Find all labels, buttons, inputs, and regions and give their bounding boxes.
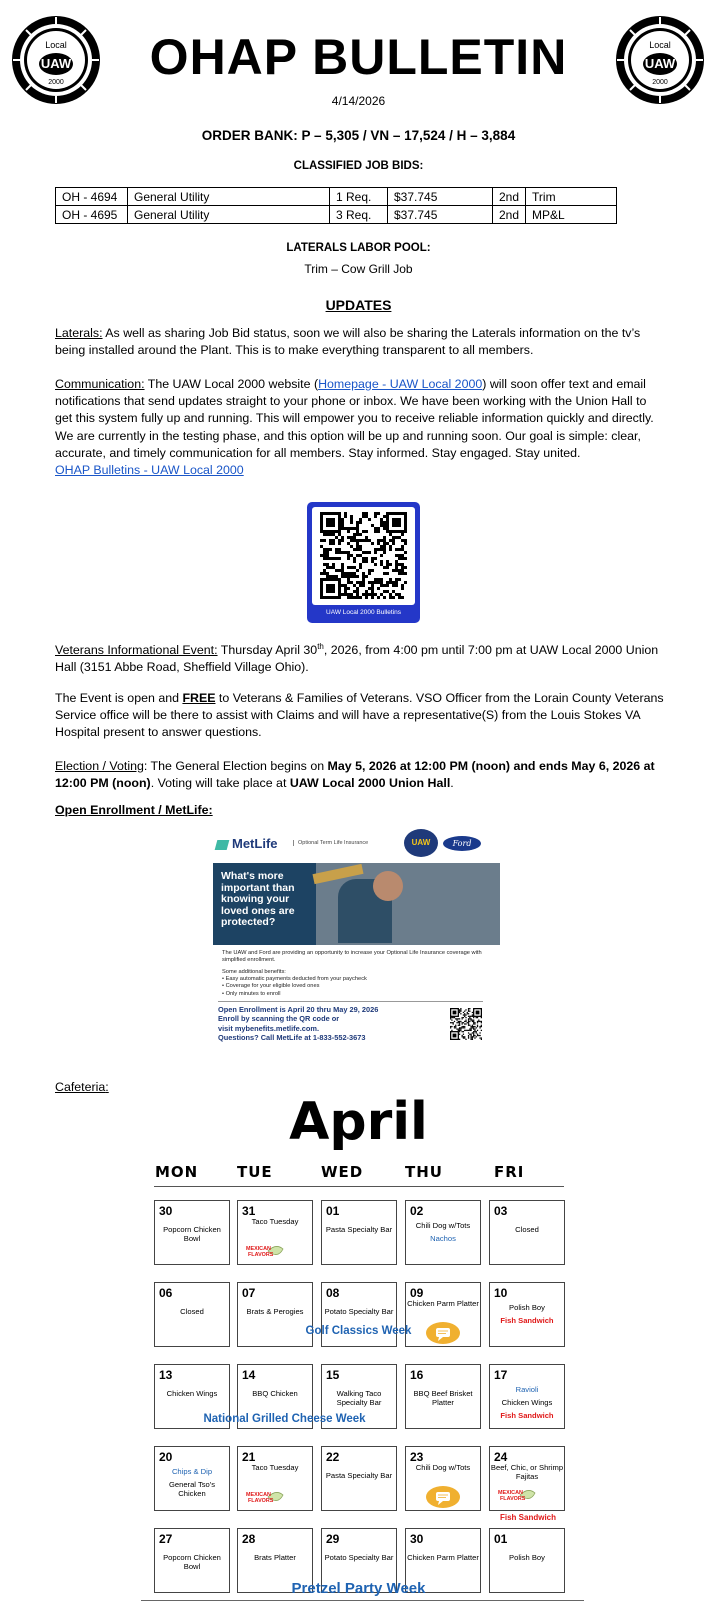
calendar-day-cell bbox=[154, 1282, 230, 1347]
table-cell: MP&L bbox=[526, 206, 617, 224]
election-t1: : The General Election begins on bbox=[143, 759, 328, 773]
menu-item: Closed bbox=[515, 1225, 539, 1234]
menu-item: BBQ Beef Brisket Platter bbox=[413, 1389, 473, 1407]
mex-label-1: MEXICAN bbox=[498, 1490, 523, 1496]
svg-text:UAW: UAW bbox=[644, 56, 676, 71]
menu-item: Taco Tuesday bbox=[251, 1463, 299, 1472]
homepage-link[interactable]: Homepage - UAW Local 2000 bbox=[318, 377, 483, 391]
day-number: 27 bbox=[159, 1532, 173, 1546]
speech-bubble-icon bbox=[425, 1485, 461, 1509]
menu-lines bbox=[238, 1553, 312, 1562]
day-number: 24 bbox=[494, 1450, 508, 1464]
calendar-day-cell bbox=[405, 1282, 481, 1347]
menu-lines bbox=[322, 1307, 396, 1316]
table-cell: $37.745 bbox=[388, 206, 493, 224]
calendar-day-cell bbox=[321, 1200, 397, 1265]
day-tue: TUE bbox=[237, 1163, 273, 1181]
mex-label-2: FLAVORS bbox=[248, 1498, 274, 1504]
calendar-day-cell bbox=[154, 1446, 230, 1511]
menu-lines bbox=[155, 1467, 229, 1498]
menu-item: Chicken Wings bbox=[501, 1398, 553, 1407]
menu-item: Pasta Specialty Bar bbox=[325, 1225, 393, 1234]
calendar-day-cell bbox=[405, 1446, 481, 1511]
veterans-free: FREE bbox=[182, 691, 216, 705]
calendar-day-cell bbox=[489, 1282, 565, 1347]
calendar-day-cell bbox=[154, 1200, 230, 1265]
laterals-labor-pool-heading: LATERALS LABOR POOL: bbox=[286, 242, 431, 254]
menu-lines bbox=[490, 1553, 564, 1562]
menu-lines bbox=[155, 1225, 229, 1243]
menu-lines bbox=[490, 1463, 564, 1481]
day-number: 09 bbox=[410, 1286, 424, 1300]
day-number: 23 bbox=[410, 1450, 424, 1464]
calendar-day-cell bbox=[321, 1282, 397, 1347]
day-number: 14 bbox=[242, 1368, 256, 1382]
menu-lines bbox=[238, 1217, 312, 1226]
metlife-logo-icon bbox=[215, 840, 230, 850]
cafeteria-label: Cafeteria bbox=[55, 1080, 106, 1094]
day-fri: FRI bbox=[494, 1163, 525, 1181]
day-number: 29 bbox=[326, 1532, 340, 1546]
mex-label-1: MEXICAN bbox=[246, 1492, 271, 1498]
list-item: • Easy automatic payments deducted from your paycheck bbox=[222, 976, 367, 982]
mex-label-1: MEXICAN bbox=[246, 1246, 271, 1252]
menu-lines bbox=[155, 1389, 229, 1398]
day-number: 15 bbox=[326, 1368, 340, 1382]
menu-item: BBQ Chicken bbox=[252, 1389, 298, 1398]
calendar-day-cell bbox=[237, 1200, 313, 1265]
calendar-rule bbox=[154, 1186, 564, 1187]
menu-lines bbox=[406, 1389, 480, 1407]
svg-text:2000: 2000 bbox=[652, 79, 668, 86]
bulletin-date: 4/14/2026 bbox=[331, 94, 386, 108]
election-label: Election / Voting bbox=[55, 759, 144, 773]
menu-item: Polish Boy bbox=[509, 1553, 545, 1562]
updates-heading: UPDATES bbox=[325, 297, 392, 313]
day-number: 10 bbox=[494, 1286, 508, 1300]
menu-lines bbox=[406, 1553, 480, 1562]
menu-lines bbox=[155, 1307, 229, 1316]
banner-grilled-cheese: National Grilled Cheese Week bbox=[203, 1413, 366, 1425]
table-cell: 3 Req. bbox=[330, 206, 388, 224]
menu-item: Chips & Dip bbox=[171, 1467, 213, 1476]
order-bank: ORDER BANK: P – 5,305 / VN – 17,524 / H – 3,884 bbox=[201, 128, 516, 143]
menu-item: Nachos bbox=[430, 1234, 456, 1243]
fish-sandwich-24: Fish Sandwich bbox=[500, 1513, 557, 1522]
svg-text:Local: Local bbox=[649, 40, 671, 50]
menu-lines bbox=[490, 1303, 564, 1325]
page-title: OHAP BULLETIN bbox=[149, 29, 568, 85]
enroll-dates: Open Enrollment is April 20 thru May 29, 2026 bbox=[218, 1005, 379, 1014]
day-number: 30 bbox=[159, 1204, 173, 1218]
day-number: 01 bbox=[326, 1204, 340, 1218]
svg-text:2000: 2000 bbox=[48, 79, 64, 86]
menu-lines bbox=[406, 1463, 480, 1472]
svg-text:UAW: UAW bbox=[40, 56, 72, 71]
communication-paragraph bbox=[55, 376, 665, 479]
day-number: 07 bbox=[242, 1286, 256, 1300]
svg-text:Local: Local bbox=[45, 40, 67, 50]
day-mon: MON bbox=[155, 1163, 199, 1181]
calendar-day-cell bbox=[405, 1200, 481, 1265]
metlife-question: What's more important than knowing your loved ones are protected? bbox=[221, 870, 295, 928]
calendar-day-cell bbox=[321, 1446, 397, 1511]
day-number: 17 bbox=[494, 1368, 508, 1382]
calendar-day-cell bbox=[489, 1446, 565, 1511]
menu-lines bbox=[155, 1553, 229, 1571]
veterans-sup: th bbox=[317, 642, 324, 651]
veterans-p2-b: to Veterans & Families of Veterans. VSO Officer from the Lorain County Veterans Service office will be there to assist with Claims and will have a representative(S) from the Louis Stokes VA Hospital present to answer questions. bbox=[55, 691, 664, 740]
day-number: 22 bbox=[326, 1450, 340, 1464]
menu-item: Polish Boy bbox=[509, 1303, 545, 1312]
day-number: 16 bbox=[410, 1368, 424, 1382]
cafeteria-colon: : bbox=[105, 1080, 109, 1094]
classified-job-bids-heading: CLASSIFIED JOB BIDS: bbox=[293, 160, 424, 172]
day-number: 01 bbox=[494, 1532, 508, 1546]
menu-lines bbox=[238, 1463, 312, 1472]
menu-lines bbox=[490, 1225, 564, 1234]
menu-item: Beef, Chic, or Shrimp Fajitas bbox=[490, 1463, 564, 1481]
uaw-logo: UAW bbox=[404, 829, 438, 857]
day-wed: WED bbox=[321, 1163, 364, 1181]
day-number: 30 bbox=[410, 1532, 424, 1546]
menu-item: General Tso's Chicken bbox=[168, 1480, 216, 1498]
open-enrollment-heading: Open Enrollment / MetLife: bbox=[55, 803, 213, 817]
menu-item: Chili Dog w/Tots bbox=[415, 1221, 471, 1230]
veterans-paragraph bbox=[55, 638, 665, 677]
menu-lines bbox=[322, 1389, 396, 1407]
qr-code-icon bbox=[312, 507, 415, 605]
laterals-paragraph bbox=[55, 325, 665, 359]
menu-item: Chili Dog w/Tots bbox=[415, 1463, 471, 1472]
mex-label-2: FLAVORS bbox=[248, 1252, 274, 1258]
metlife-enroll-footer bbox=[218, 1005, 378, 1043]
ohap-bulletins-link[interactable]: OHAP Bulletins - UAW Local 2000 bbox=[55, 463, 244, 478]
table-cell: 2nd bbox=[493, 188, 526, 206]
menu-item: Chicken Parm Platter bbox=[407, 1299, 479, 1308]
banner-pretzel-party: Pretzel Party Week bbox=[291, 1580, 426, 1597]
menu-lines bbox=[406, 1221, 480, 1243]
enroll-site: visit mybenefits.metlife.com. bbox=[218, 1023, 320, 1033]
veterans-text-2: , 2026, from 4:00 pm until 7:00 pm at UAW Local 2000 Union Hall (3151 Abbe Road, Sheffield Village Ohio). bbox=[55, 643, 659, 675]
list-item: • Coverage for your eligible loved ones bbox=[222, 983, 320, 990]
qr-code-area bbox=[312, 507, 415, 605]
menu-item: Closed bbox=[180, 1307, 204, 1316]
menu-item: Taco Tuesday bbox=[251, 1217, 299, 1226]
menu-lines bbox=[322, 1225, 396, 1234]
communication-text-1: The UAW Local 2000 website ( bbox=[144, 377, 319, 391]
election-paragraph bbox=[55, 758, 665, 792]
banner-golf-classics: Golf Classics Week bbox=[305, 1325, 412, 1337]
menu-item: Popcorn Chicken Bowl bbox=[163, 1225, 221, 1243]
menu-item: Chicken Wings bbox=[166, 1389, 218, 1398]
table-cell: OH - 4694 bbox=[56, 188, 128, 206]
metlife-flyer bbox=[208, 826, 505, 1070]
calendar-month: April bbox=[289, 1092, 428, 1152]
qr-code-card[interactable] bbox=[307, 502, 420, 623]
table-row bbox=[56, 188, 617, 206]
ford-logo: Ford bbox=[443, 836, 481, 851]
table-cell: $37.745 bbox=[388, 188, 493, 206]
metlife-sub: Optional Term Life Insurance bbox=[293, 840, 368, 846]
table-cell: General Utility bbox=[128, 206, 330, 224]
metlife-intro: The UAW and Ford are providing an opportunity to increase your Optional Life Insurance coverage with simplified enrollment. bbox=[222, 950, 482, 963]
table-cell: 1 Req. bbox=[330, 188, 388, 206]
calendar-day-cell bbox=[237, 1282, 313, 1347]
metlife-brand: MetLife bbox=[232, 836, 278, 851]
calendar-day-cell bbox=[237, 1446, 313, 1511]
day-number: 08 bbox=[326, 1286, 340, 1300]
laterals-label: Laterals: bbox=[55, 326, 103, 340]
laterals-labor-pool-line: Trim – Cow Grill Job bbox=[304, 262, 413, 276]
menu-item: Walking Taco Specialty Bar bbox=[336, 1389, 382, 1407]
table-cell: Trim bbox=[526, 188, 617, 206]
election-location: UAW Local 2000 Union Hall bbox=[289, 776, 451, 791]
menu-lines bbox=[406, 1299, 480, 1308]
day-number: 02 bbox=[410, 1204, 424, 1218]
table-row bbox=[56, 206, 617, 224]
menu-lines bbox=[238, 1389, 312, 1398]
calendar-day-cell bbox=[489, 1200, 565, 1265]
day-thu: THU bbox=[405, 1163, 443, 1181]
menu-lines bbox=[238, 1307, 312, 1316]
communication-label: Communication: bbox=[55, 377, 145, 391]
table-cell: OH - 4695 bbox=[56, 206, 128, 224]
communication-text-2: ) will soon offer text and email notifications that send updates straight to your phone or inbox. We have been working with the Union Hall to get this system fully up and running. This will empower you to receive reliable information quickly and directly. We are currently in the testing phase, and this option will be up and running soon. Our goal is simple: clear, accurate, and timely communication for all members. Stay informed. Stay engaged. Stay united. bbox=[55, 377, 654, 460]
menu-item: Potato Specialty Bar bbox=[324, 1553, 394, 1562]
menu-item: Pasta Specialty Bar bbox=[325, 1471, 393, 1480]
day-number: 31 bbox=[242, 1204, 256, 1218]
laterals-text: As well as sharing Job Bid status, soon we will also be sharing the Laterals information on the tv’s being installed around the Plant. This is to make everything transparent to all members. bbox=[55, 326, 641, 358]
menu-item: Chicken Parm Platter bbox=[407, 1553, 479, 1562]
calendar-bottom-rule bbox=[141, 1600, 584, 1601]
enroll-scan: Enroll by scanning the QR code or bbox=[218, 1014, 340, 1024]
menu-item: Brats & Perogies bbox=[246, 1307, 304, 1316]
mexican-flavors-icon bbox=[246, 1243, 284, 1259]
day-number: 06 bbox=[159, 1286, 173, 1300]
day-number: 20 bbox=[159, 1450, 173, 1464]
metlife-hero bbox=[213, 863, 500, 945]
menu-item: Fish Sandwich bbox=[500, 1316, 554, 1325]
menu-item: Potato Specialty Bar bbox=[324, 1307, 394, 1316]
mexican-flavors-icon bbox=[246, 1489, 284, 1505]
day-number: 28 bbox=[242, 1532, 256, 1546]
menu-item: Brats Platter bbox=[254, 1553, 296, 1562]
election-dates: May 5, 2026 at 12:00 PM (noon) and ends May 6, 2026 at 12:00 PM (noon) bbox=[55, 759, 655, 791]
benefits-heading: Some additional benefits: bbox=[222, 969, 286, 975]
enroll-phone: Questions? Call MetLife at 1-833-552-3673 bbox=[218, 1033, 366, 1043]
benefits-list bbox=[222, 976, 367, 998]
menu-lines bbox=[322, 1553, 396, 1562]
day-number: 21 bbox=[242, 1450, 256, 1464]
menu-lines bbox=[322, 1471, 396, 1480]
list-item: • Only minutes to enroll bbox=[222, 990, 281, 997]
day-number: 03 bbox=[494, 1204, 508, 1218]
metlife-qr-icon[interactable] bbox=[448, 1007, 484, 1041]
qr-caption: UAW Local 2000 Bulletins bbox=[326, 609, 401, 616]
veterans-paragraph-2 bbox=[55, 690, 665, 742]
table-cell: General Utility bbox=[128, 188, 330, 206]
job-bids-table bbox=[55, 187, 617, 224]
menu-item: Popcorn Chicken Bowl bbox=[163, 1553, 221, 1571]
table-cell: 2nd bbox=[493, 206, 526, 224]
mexican-flavors-icon bbox=[498, 1487, 536, 1503]
election-t3: . bbox=[450, 776, 454, 791]
menu-item: Ravioli bbox=[515, 1385, 539, 1394]
veterans-text-1: Thursday April 30 bbox=[217, 643, 318, 658]
election-t2: . Voting will take place at bbox=[150, 776, 290, 791]
veterans-label: Veterans Informational Event: bbox=[55, 643, 218, 658]
day-number: 13 bbox=[159, 1368, 173, 1382]
veterans-p2-a: The Event is open and bbox=[55, 691, 183, 705]
mex-label-2: FLAVORS bbox=[500, 1496, 526, 1502]
menu-item: Fish Sandwich bbox=[500, 1411, 554, 1420]
